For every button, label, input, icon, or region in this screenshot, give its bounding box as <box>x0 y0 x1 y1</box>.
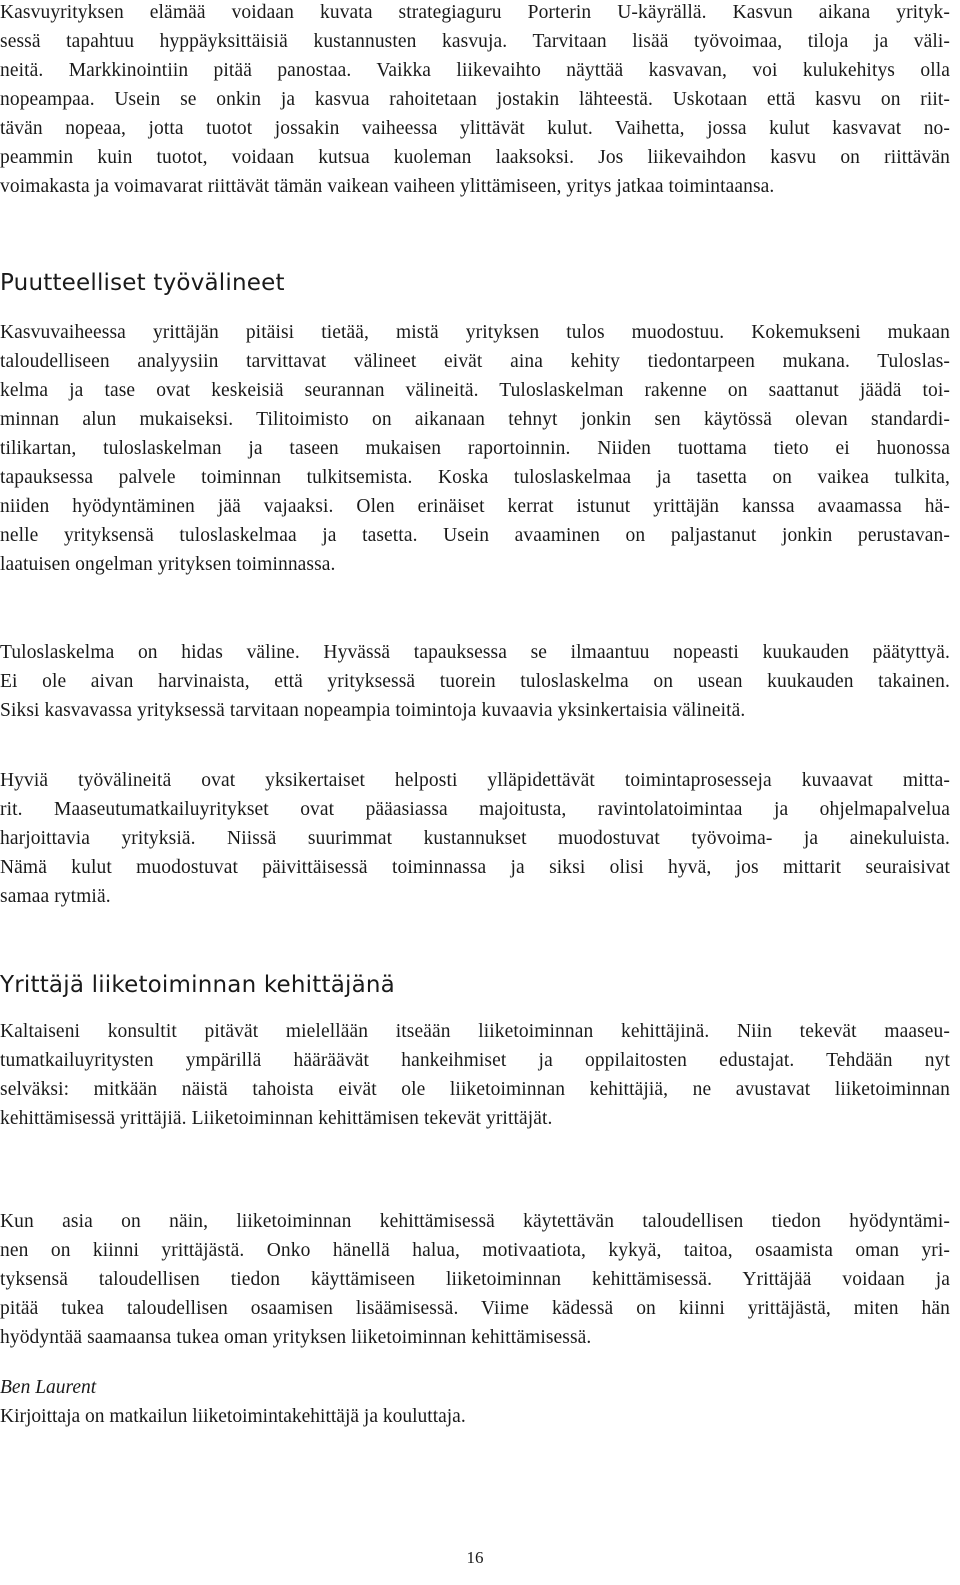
text-line: laatuisen ongelman yrityksen toiminnassa. <box>0 554 336 575</box>
text-line: taloudelliseen analyysiin tarvittavat välineet eivät aina kehity tiedontarpeen mukana. Tuloslas- <box>0 351 950 372</box>
text-line: rit. Maaseutumatkailuyritykset ovat pääasiassa majoitusta, ravintolatoimintaa ja ohjelmapalvelua <box>0 799 950 820</box>
text-line: neitä. Markkinointiin pitää panostaa. Vaikka liikevaihto näyttää kasvavan, voi kulukehitys olla <box>0 60 950 81</box>
text-line: Kaltaiseni konsultit pitävät mielellään itseään liiketoiminnan kehittäjinä. Niin tekevät maaseu- <box>0 1021 950 1042</box>
paragraph-income-statement <box>0 638 950 725</box>
section-heading-tools: Puutteelliset työvälineet <box>0 270 285 296</box>
author-description: Kirjoittaja on matkailun liiketoimintakehittäjä ja kouluttaja. <box>0 1406 466 1427</box>
author-name: Ben Laurent <box>0 1377 97 1398</box>
paragraph-growth-curve <box>0 0 950 201</box>
text-line: pitää tukea taloudellisen osaamisen lisäämisessä. Viime kädessä on kiinni yrittäjästä, miten hän <box>0 1298 950 1319</box>
text-line: hyödyntää saamaansa tukea oman yrityksen liiketoiminnan kehittämisessä. <box>0 1327 592 1348</box>
text-line: tyksensä taloudellisen tiedon käyttämiseen liiketoiminnan kehittämisessä. Yrittäjää voidaan ja <box>0 1269 950 1290</box>
text-line: sessä tapahtuu hyppäyksittäisiä kustannusten kasvuja. Tarvitaan lisää työvoimaa, tiloja ja väli- <box>0 31 950 52</box>
text-line: Hyviä työvälineitä ovat yksikertaiset helposti ylläpidettävät toimintaprosesseja kuvaavat mitta- <box>0 770 950 791</box>
text-line: Kun asia on näin, liiketoiminnan kehittämisessä käytettävän taloudellisen tiedon hyödyntämi- <box>0 1211 950 1232</box>
text-line: nelle yrityksensä tuloslaskelmaa ja tasetta. Usein avaaminen on paljastanut jonkin perustavan- <box>0 525 950 546</box>
text-line: nopeampaa. Usein se onkin ja kasvua rahoitetaan jostakin lähteestä. Uskotaan että kasvu on riit- <box>0 89 950 110</box>
paragraph-tools <box>0 318 950 579</box>
text-line: tapauksessa palvele toiminnan tulkitsemista. Koska tuloslaskelmaa ja tasetta on vaikea tulkita, <box>0 467 950 488</box>
text-line: tävän nopeaa, jotta tuotot jossakin vaiheessa ylittävät kulut. Vaihetta, jossa kulut kasvavat no- <box>0 118 950 139</box>
text-line: nen on kiinni yrittäjästä. Onko hänellä halua, motivaatiota, kykyä, taitoa, osaamista oman yri- <box>0 1240 950 1261</box>
text-line: peammin kuin tuotot, voidaan kutsua kuoleman laaksoksi. Jos liikevaihdon kasvu on riittävän <box>0 147 950 168</box>
paragraph-consultants <box>0 1017 950 1133</box>
paragraph-good-tools <box>0 766 950 911</box>
page-number: 16 <box>466 1548 484 1567</box>
author-byline <box>0 1373 466 1431</box>
text-line: kehittämisessä yrittäjiä. Liiketoiminnan kehittämisen tekevät yrittäjät. <box>0 1108 553 1129</box>
text-line: minnan alun mukaiseksi. Tilitoimisto on aikanaan tehnyt jonkin sen käytössä olevan standardi- <box>0 409 950 430</box>
text-line: tilikartan, tuloslaskelman ja taseen mukaisen raportoinnin. Niiden tuottama tieto ei huonossa <box>0 438 950 459</box>
text-line: voimakasta ja voimavarat riittävät tämän vaikean vaiheen ylittämiseen, yritys jatkaa toimintaansa. <box>0 176 775 197</box>
text-line: harjoittavia yrityksiä. Niissä suurimmat kustannukset muodostuvat työvoima- ja ainekuluista. <box>0 828 950 849</box>
text-line: kelma ja tase ovat keskeisiä seurannan välineitä. Tuloslaskelman rakenne on saattanut jäädä toi- <box>0 380 950 401</box>
text-line: niiden hyödyntäminen jää vajaaksi. Olen erinäiset kerrat istunut yrittäjän kanssa avaamassa hä- <box>0 496 950 517</box>
text-line: Nämä kulut muodostuvat päivittäisessä toiminnassa ja siksi olisi hyvä, jos mittarit seuraisivat <box>0 857 950 878</box>
section-heading-entrepreneur: Yrittäjä liiketoiminnan kehittäjänä <box>0 972 395 998</box>
text-line: Kasvuvaiheessa yrittäjän pitäisi tietää, mistä yrityksen tulos muodostuu. Kokemukseni mukaan <box>0 322 950 343</box>
text-line: Ei ole aivan harvinaista, että yrityksessä tuorein tuloslaskelma on usean kuukauden takainen. <box>0 671 950 692</box>
text-line: Siksi kasvavassa yrityksessä tarvitaan nopeampia toimintoja kuvaavia yksinkertaisia välineitä. <box>0 700 746 721</box>
text-line: tumatkailuyritysten ympärillä hääräävät hankeihmiset ja oppilaitosten edustajat. Tehdään nyt <box>0 1050 950 1071</box>
text-line: samaa rytmiä. <box>0 886 111 907</box>
paragraph-financial-knowledge <box>0 1207 950 1352</box>
text-line: selväksi: mitkään näistä tahoista eivät ole liiketoiminnan kehittäjiä, ne avustavat liiketoiminnan <box>0 1079 950 1100</box>
text-line: Kasvuyrityksen elämää voidaan kuvata strategiaguru Porterin U-käyrällä. Kasvun aikana yrityk- <box>0 2 950 23</box>
text-line: Tuloslaskelma on hidas väline. Hyvässä tapauksessa se ilmaantuu nopeasti kuukauden päätyttyä. <box>0 642 950 663</box>
